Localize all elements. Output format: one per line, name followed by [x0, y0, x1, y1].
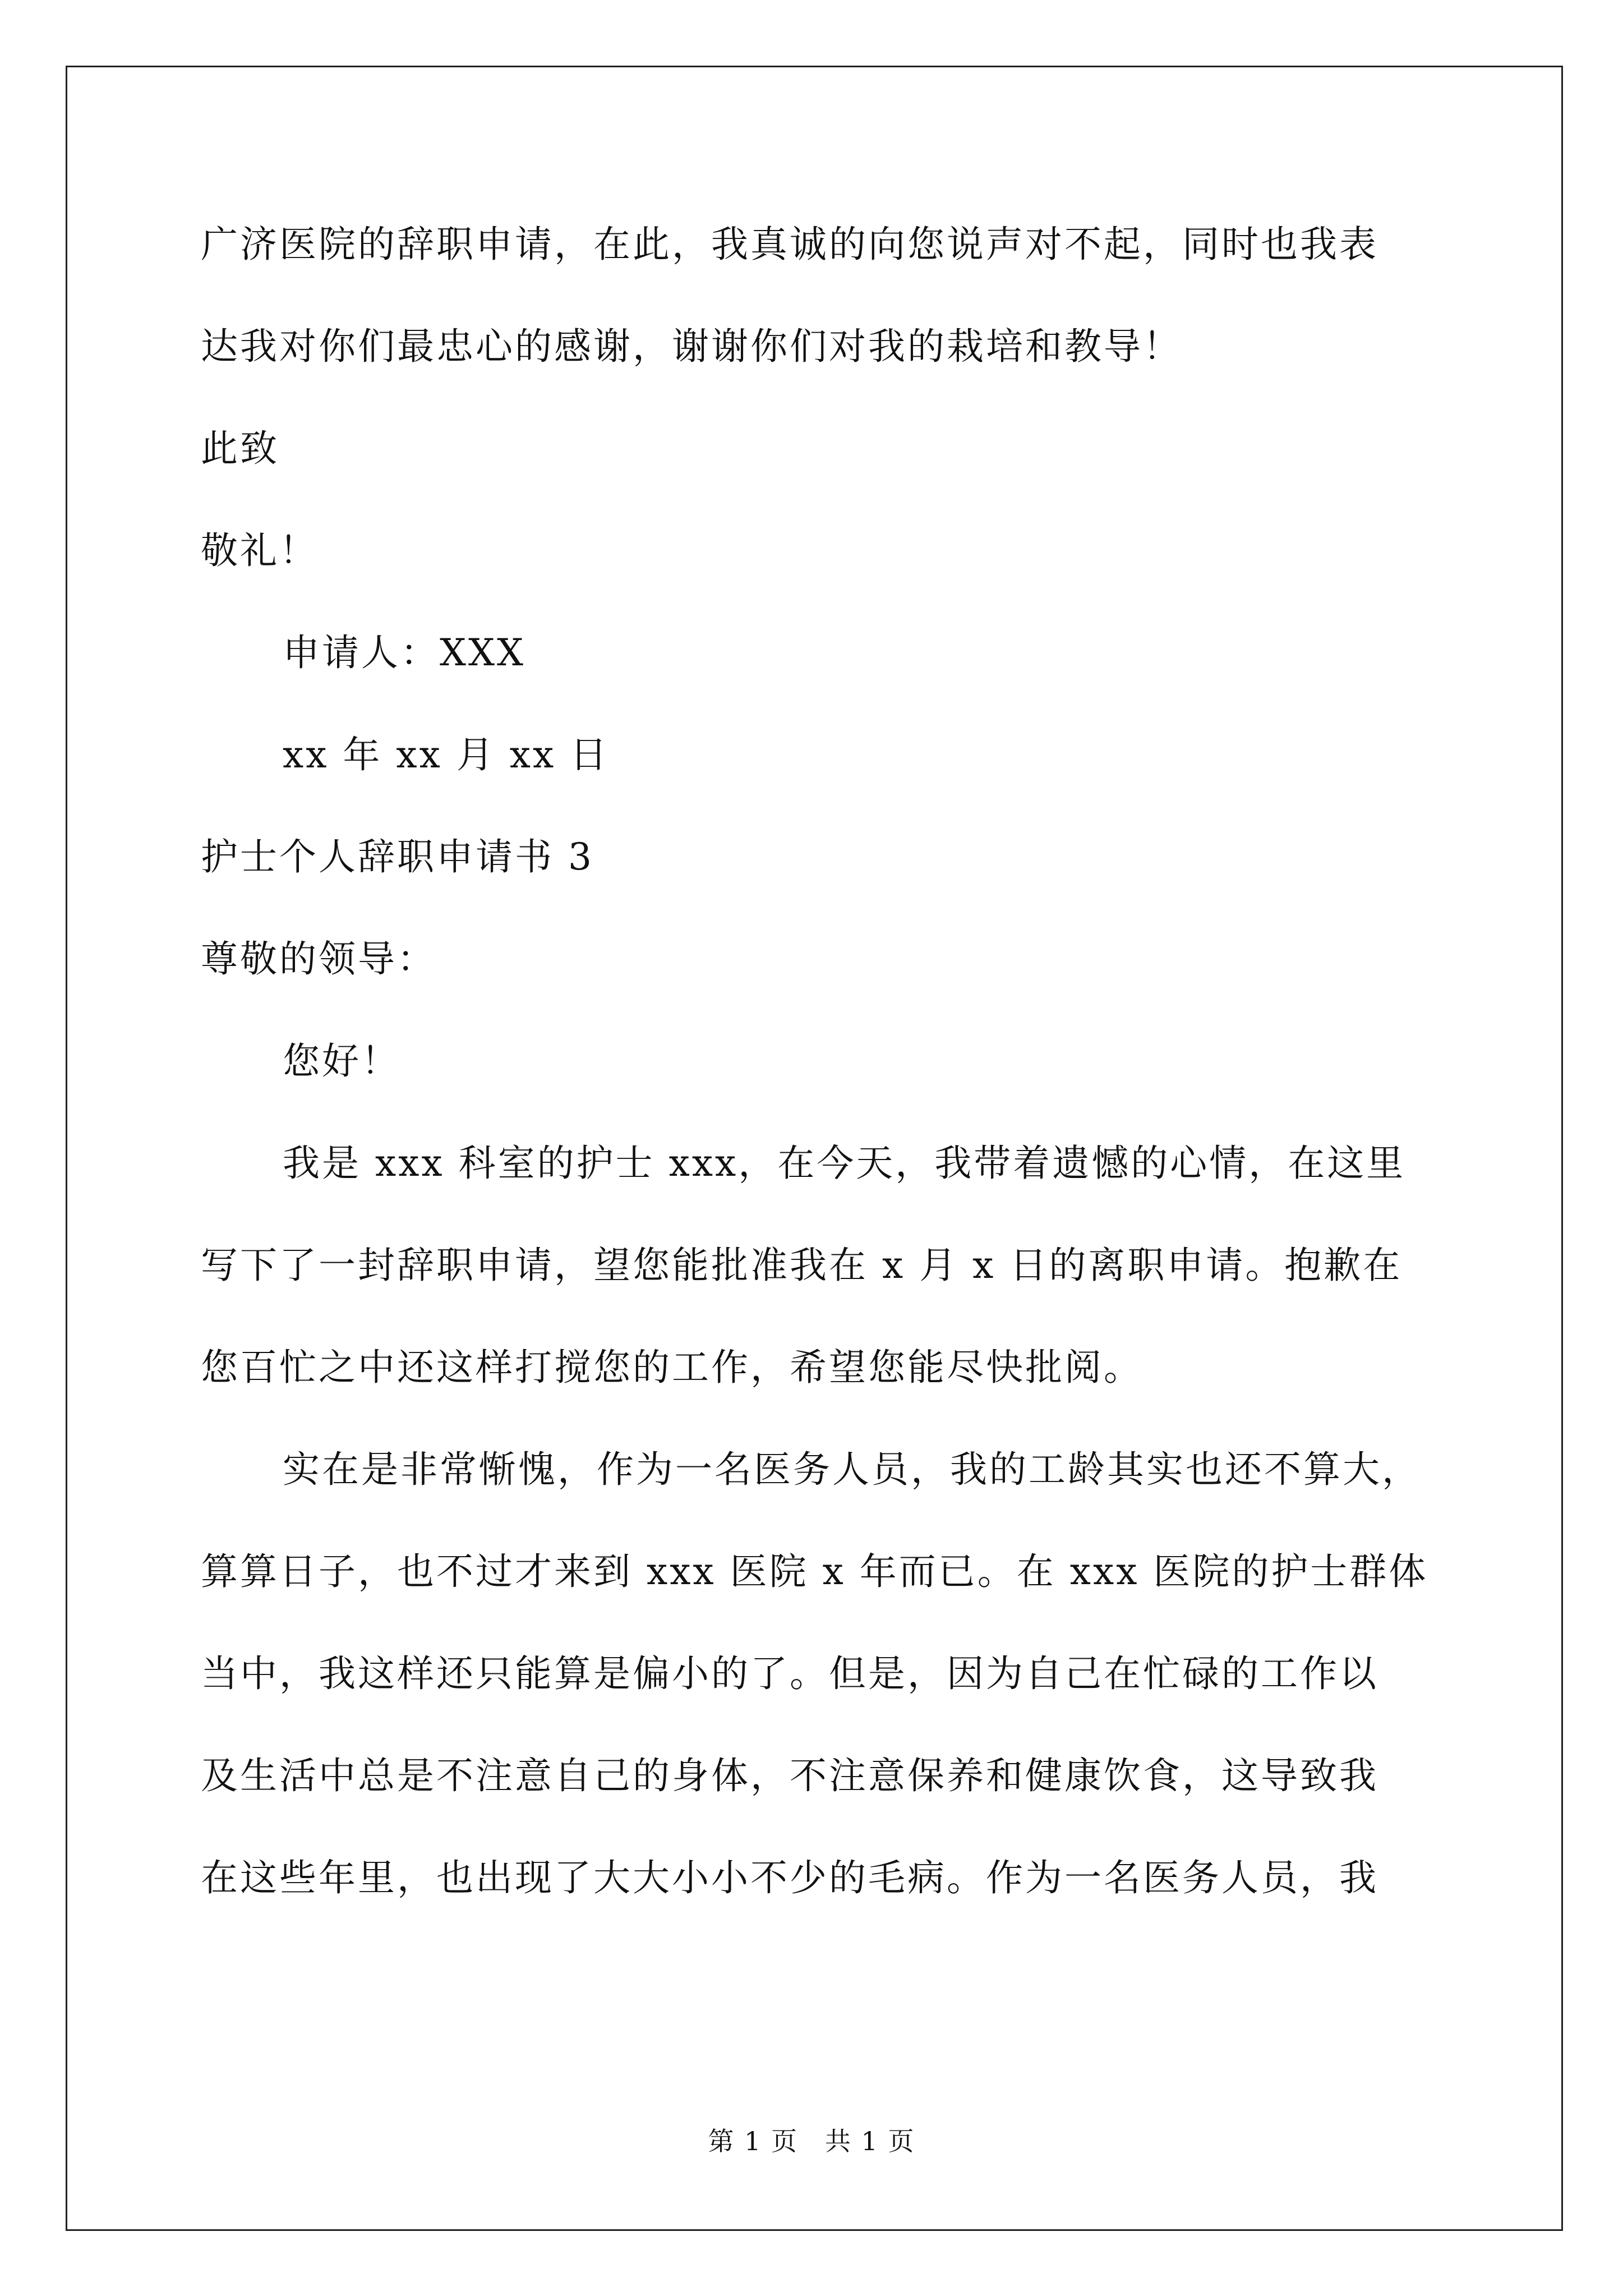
letter-greeting: 您好！ — [283, 1039, 400, 1083]
text-line-13: 实在是非常惭愧，作为一名医务人员，我的工龄其实也还不算大， — [283, 1448, 1421, 1491]
text-line-12: 您百忙之中还这样打搅您的工作，希望您能尽快批阅。 — [201, 1346, 1143, 1389]
letter-salutation: 尊敬的领导： — [201, 937, 436, 981]
text-line-17: 在这些年里，也出现了大大小小不少的毛病。作为一名医务人员，我 — [201, 1856, 1378, 1899]
text-line-15: 当中，我这样还只能算是偏小的了。但是，因为自己在忙碌的工作以 — [201, 1652, 1378, 1695]
closing-regards: 敬礼！ — [201, 529, 319, 572]
section-title: 护士个人辞职申请书 3 — [201, 835, 594, 878]
text-line-10: 我是 xxx 科室的护士 xxx，在今天，我带着遗憾的心情，在这里 — [283, 1142, 1406, 1185]
text-line-11: 写下了一封辞职申请，望您能批准我在 x 月 x 日的离职申请。抱歉在 — [201, 1244, 1403, 1287]
signature-date: xx 年 xx 月 xx 日 — [283, 733, 610, 776]
text-line-2: 达我对你们最忠心的感谢，谢谢你们对我的栽培和教导！ — [201, 325, 1182, 368]
text-line-14: 算算日子，也不过才来到 xxx 医院 x 年而已。在 xxx 医院的护士群体 — [201, 1550, 1428, 1593]
text-line-1: 广济医院的辞职申请，在此，我真诚的向您说声对不起，同时也我表 — [201, 223, 1378, 266]
closing-salutation: 此致 — [201, 427, 279, 470]
page-footer: 第 1 页 共 1 页 — [708, 2126, 915, 2156]
applicant-signature: 申请人：XXX — [283, 631, 525, 674]
text-line-16: 及生活中总是不注意自己的身体，不注意保养和健康饮食，这导致我 — [201, 1754, 1378, 1797]
